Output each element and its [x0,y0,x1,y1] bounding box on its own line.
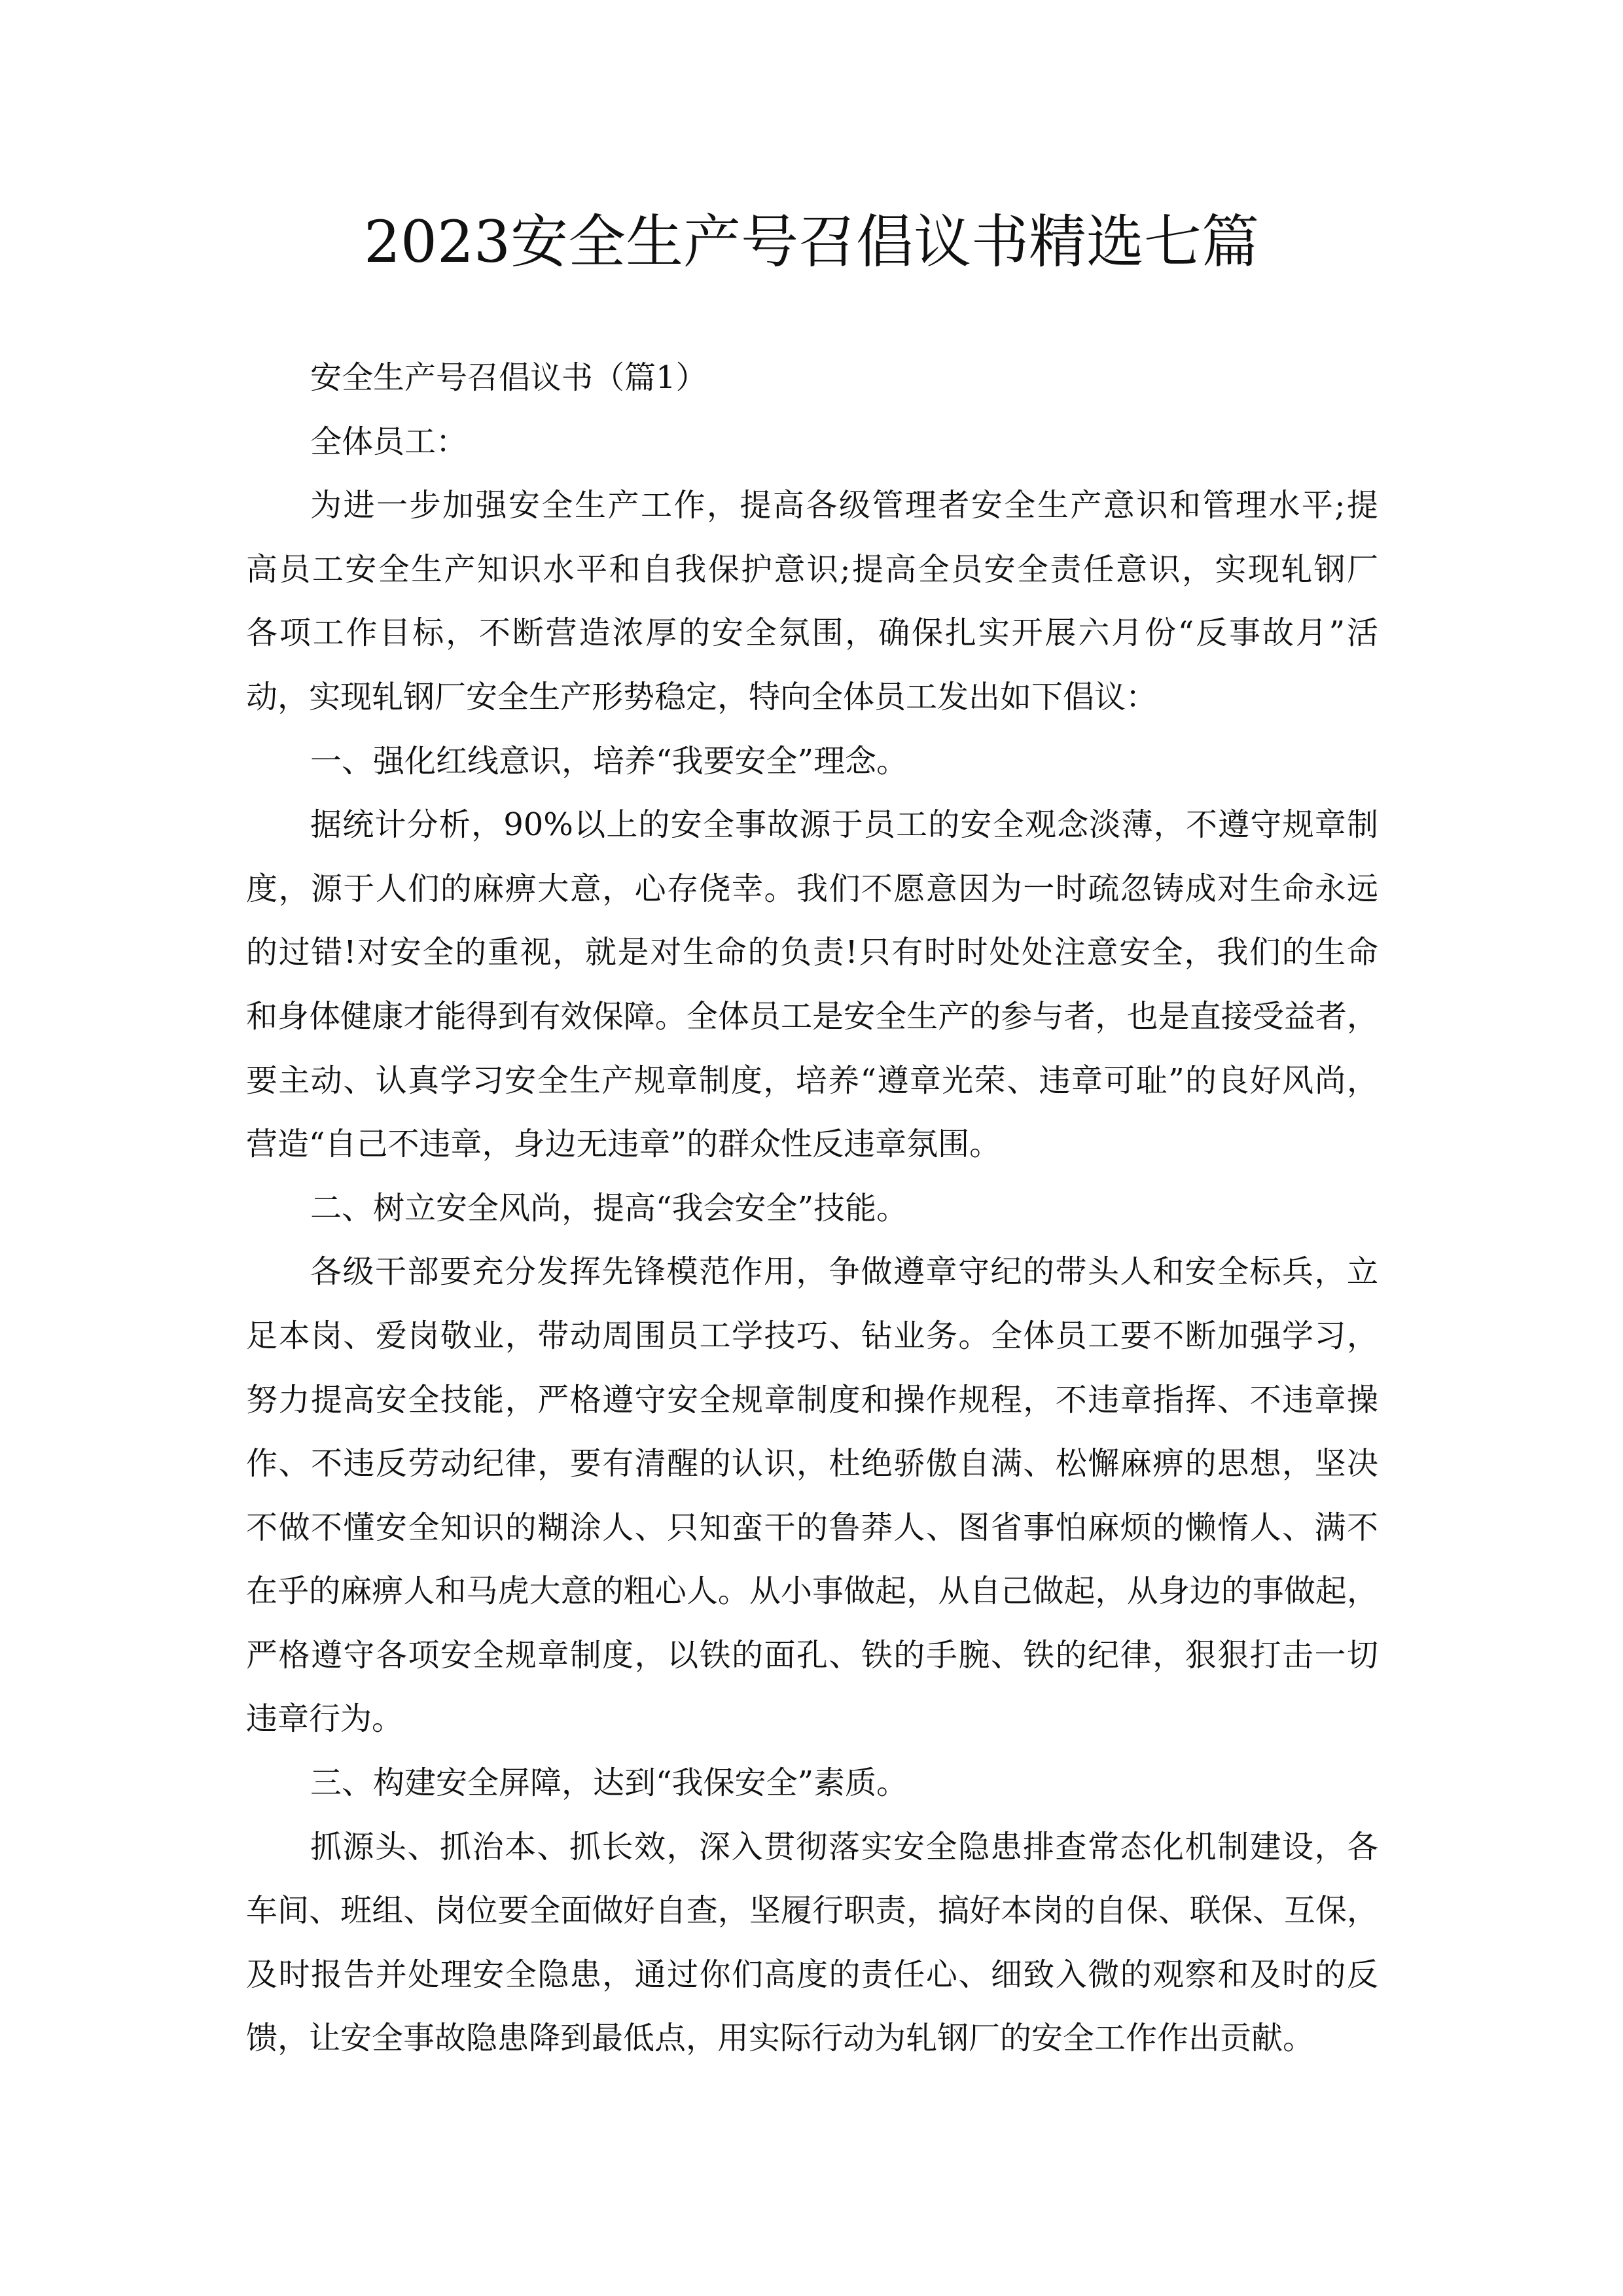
text-line: 度，源于人们的麻痹大意，心存侥幸。我们不愿意因为一时疏忽铸成对生命永远 [246,870,1378,907]
text-line: 在乎的麻痹人和马虎大意的粗心人。从小事做起，从自己做起，从身边的事做起， [246,1573,1378,1610]
text-line: 二、树立安全风尚，提高“我会安全”技能。 [310,1189,908,1227]
text-line: 全体员工： [310,423,468,460]
text-line: 严格遵守各项安全规章制度，以铁的面孔、铁的手腕、铁的纪律，狠狠打击一切 [246,1636,1378,1674]
text-line: 各项工作目标，不断营造浓厚的安全氛围，确保扎实开展六月份“反事故月”活 [246,615,1378,652]
text-line: 各级干部要充分发挥先锋模范作用，争做遵章守纪的带头人和安全标兵，立 [310,1253,1378,1291]
text-line: 一、强化红线意识，培养“我要安全”理念。 [310,742,908,780]
text-line: 及时报告并处理安全隐患，通过你们高度的责任心、细致入微的观察和及时的反 [246,1956,1378,1993]
text-line: 违章行为。 [246,1700,404,1738]
text-line: 三、构建安全屏障，达到“我保安全”素质。 [310,1765,908,1802]
text-line: 为进一步加强安全生产工作，提高各级管理者安全生产意识和管理水平;提 [310,487,1378,524]
text-line: 营造“自己不违章，身边无违章”的群众性反违章氛围。 [246,1126,1001,1163]
text-line: 据统计分析，90%以上的安全事故源于员工的安全观念淡薄，不遵守规章制 [310,806,1378,844]
text-line: 要主动、认真学习安全生产规章制度，培养“遵章光荣、违章可耻”的良好风尚， [246,1062,1378,1099]
text-line: 努力提高安全技能，严格遵守安全规章制度和操作规程，不违章指挥、不违章操 [246,1381,1378,1418]
text-line: 车间、班组、岗位要全面做好自查，坚履行职责，搞好本岗的自保、联保、互保， [246,1892,1378,1929]
text-line: 作、不违反劳动纪律，要有清醒的认识，杜绝骄傲自满、松懈麻痹的思想，坚决 [246,1445,1378,1482]
text-line: 的过错!对安全的重视，就是对生命的负责!只有时时处处注意安全，我们的生命 [246,934,1378,971]
text-line: 和身体健康才能得到有效保障。全体员工是安全生产的参与者，也是直接受益者， [246,997,1378,1035]
text-line: 高员工安全生产知识水平和自我保护意识;提高全员安全责任意识，实现轧钢厂 [246,550,1378,588]
text-line: 足本岗、爱岗敬业，带动周围员工学技巧、钻业务。全体员工要不断加强学习， [246,1317,1378,1354]
text-line: 安全生产号召倡议书（篇1） [310,359,707,396]
document-body [246,346,1378,2071]
text-line: 馈，让安全事故隐患降到最低点，用实际行动为轧钢厂的安全工作作出贡献。 [246,2020,1315,2057]
text-line: 不做不懂安全知识的糊涂人、只知蛮干的鲁莽人、图省事怕麻烦的懒惰人、满不 [246,1509,1378,1546]
document-title: 2023安全生产号召倡议书精选七篇 [364,208,1259,276]
text-line: 抓源头、抓治本、抓长效，深入贯彻落实安全隐患排查常态化机制建设，各 [310,1828,1378,1865]
text-line: 动，实现轧钢厂安全生产形势稳定，特向全体员工发出如下倡议： [246,678,1158,715]
